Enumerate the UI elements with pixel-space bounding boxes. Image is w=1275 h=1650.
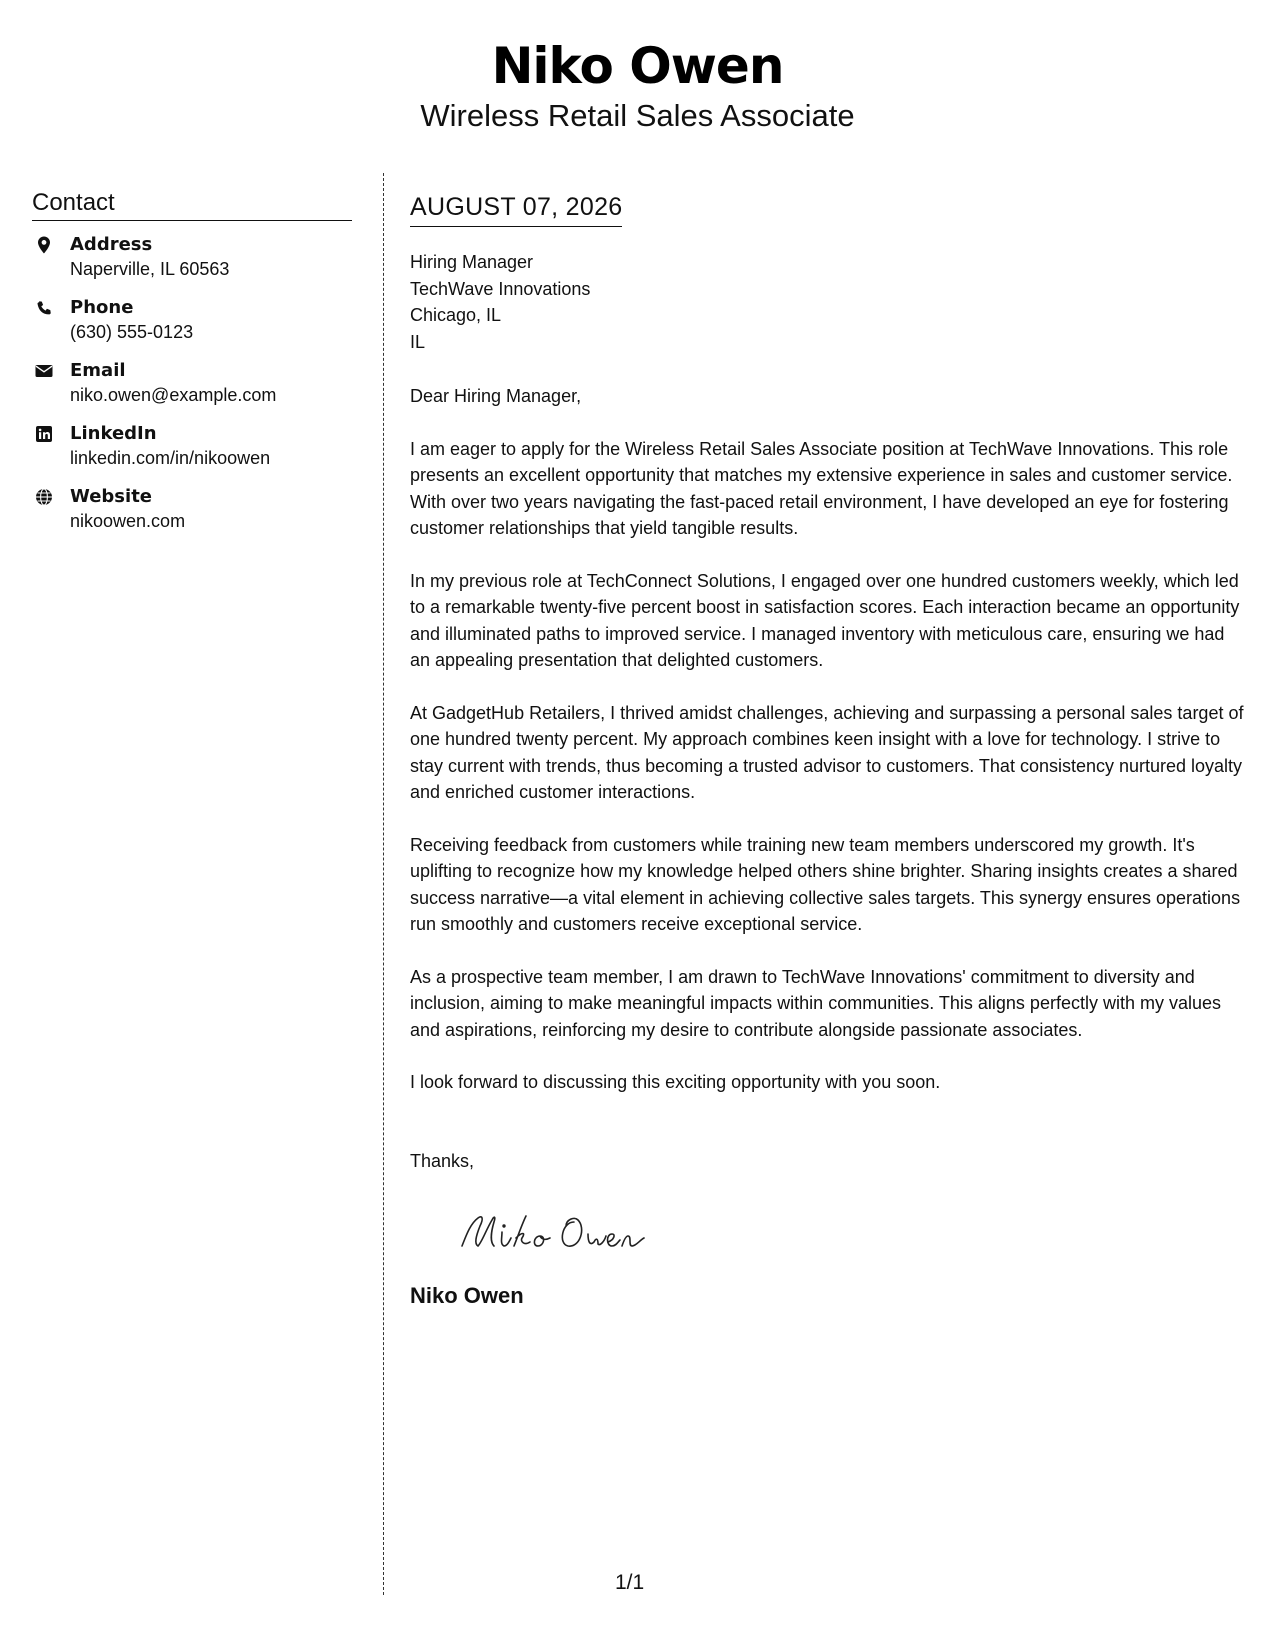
- contact-value: Naperville, IL 60563: [70, 259, 230, 279]
- map-pin-icon: [34, 235, 54, 255]
- contact-label: Website: [70, 486, 153, 507]
- body-paragraph: At GadgetHub Retailers, I thrived amidst challenges, achieving and surpassing a personal sales target of one hundred twenty percent. My approach combines keen insight with a love for technology. I strive to stay current with trends, thus becoming a trusted advisor to customers. That consistency nurtured loyalty and enriched customer interactions.: [410, 702, 1244, 802]
- applicant-name: Niko Owen: [491, 37, 784, 95]
- contact-item-address: [32, 233, 352, 296]
- letter-date: AUGUST 07, 2026: [410, 190, 622, 227]
- contact-list: [32, 233, 352, 548]
- recipient-line: Chicago, IL: [410, 305, 502, 325]
- contact-item-email: [32, 359, 352, 422]
- contact-item-linkedin: [32, 422, 352, 485]
- body-paragraph: Receiving feedback from customers while training new team members underscored my growth. It's uplifting to recognize how my knowledge helped others shine brighter. Sharing insights creates a shared success narrative—a vital element in achieving collective sales targets. This synergy ensures operations run smoothly and customers receive exceptional service.: [410, 834, 1241, 934]
- body-paragraph: I am eager to apply for the Wireless Retail Sales Associate position at TechWave Innovations. This role presents an excellent opportunity that matches my extensive experience in sales and customer service. With over two years navigating the fast-paced retail environment, I have developed an eye for fostering customer relationships that yield tangible results.: [410, 438, 1233, 538]
- contact-value: nikoowen.com: [70, 511, 186, 531]
- recipient-block: [410, 249, 1245, 355]
- letter-header: [0, 36, 1275, 136]
- globe-icon: [34, 487, 54, 507]
- contact-value: (630) 555-0123: [70, 322, 194, 342]
- letter-body: [410, 190, 1245, 1310]
- body-paragraph: As a prospective team member, I am drawn to TechWave Innovations' commitment to diversity and inclusion, aiming to make meaningful impacts within communities. This aligns perfectly with my values and aspirations, reinforcing my desire to contribute alongside passionate associates.: [410, 966, 1222, 1040]
- signer-name: Niko Owen: [410, 1283, 524, 1308]
- contact-label: Phone: [70, 297, 134, 318]
- closing: Thanks,: [410, 1150, 475, 1171]
- contact-label: LinkedIn: [70, 423, 157, 444]
- column-divider: [383, 173, 384, 1595]
- body-paragraph: I look forward to discussing this exciting opportunity with you soon.: [410, 1072, 941, 1092]
- salutation: Dear Hiring Manager,: [410, 386, 582, 406]
- contact-value: linkedin.com/in/nikoowen: [70, 448, 271, 468]
- contact-item-phone: [32, 296, 352, 359]
- phone-icon: [34, 298, 54, 318]
- body-paragraph: In my previous role at TechConnect Solutions, I engaged over one hundred customers weekly, which led to a remarkable twenty-five percent boost in satisfaction scores. Each interaction became an opportunity and illuminated paths to improved service. I managed inventory with meticulous care, ensuring we had an appealing presentation that delighted customers.: [410, 570, 1240, 670]
- contact-sidebar: [32, 188, 352, 548]
- applicant-job-title: Wireless Retail Sales Associate: [420, 98, 855, 133]
- contact-item-website: [32, 485, 352, 548]
- page-number: 1/1: [615, 1571, 645, 1594]
- linkedin-icon: [34, 424, 54, 444]
- envelope-icon: [34, 361, 54, 381]
- recipient-line: Hiring Manager: [410, 252, 534, 272]
- handwritten-signature: [456, 1206, 656, 1260]
- contact-label: Email: [70, 360, 126, 381]
- recipient-line: TechWave Innovations: [410, 278, 591, 299]
- contact-label: Address: [70, 234, 153, 255]
- recipient-line: IL: [410, 331, 426, 352]
- contact-value: niko.owen@example.com: [70, 385, 277, 405]
- contact-heading: Contact: [32, 188, 352, 221]
